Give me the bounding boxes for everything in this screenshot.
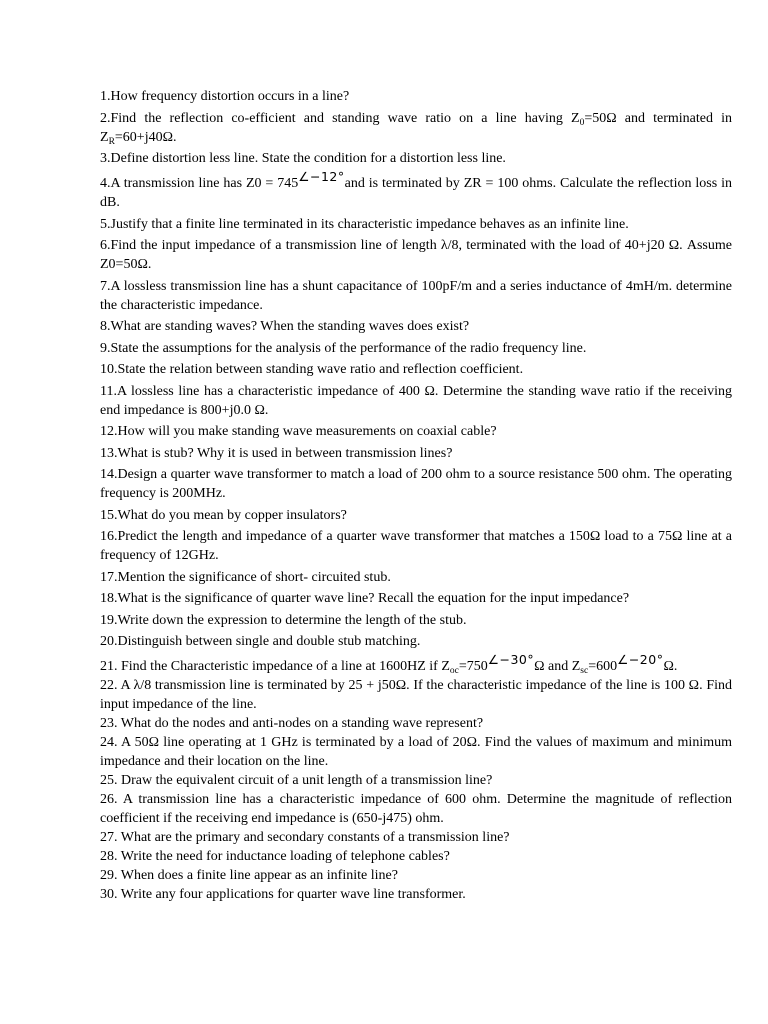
question-20: 20.Distinguish between single and double stub matching. bbox=[100, 634, 421, 649]
question-21: 21. Find the Characteristic impedance of a line at 1600HZ if $Z_{oc}=750\angle-30^\circ\Omega$ and $Z_{sc}=600\angle-20^\circ\Omega$. bbox=[100, 652, 678, 676]
question-24: 24. A 50Ω line operating at 1 GHz is terminated by a load of 20Ω. Find the values of maximum and minimum impedance and their location on the line. bbox=[100, 735, 732, 769]
question-11: 11.A lossless line has a characteristic impedance of 400 Ω. Determine the standing wave ratio if the receiving end impedance is 800+j0.0 Ω. bbox=[100, 383, 732, 418]
question-9: 9.State the assumptions for the analysis of the performance of the radio frequency line. bbox=[100, 340, 587, 356]
question-13: 13.What is stub? Why it is used in between transmission lines? bbox=[100, 445, 453, 461]
question-8: 8.What are standing waves? When the standing waves does exist? bbox=[100, 319, 470, 334]
question-19: 19.Write down the expression to determine the length of the stub. bbox=[100, 612, 467, 628]
question-6: 6.Find the input impedance of a transmission line of length λ/8, terminated with the load of 40+j20 Ω. Assume Z0=50Ω. bbox=[100, 238, 732, 272]
question-16: 16.Predict the length and impedance of a quarter wave transformer that matches a 150Ω load to a 75Ω line at a frequency of 12GHz. bbox=[100, 529, 732, 563]
question-23: 23. What do the nodes and anti-nodes on a standing wave represent? bbox=[100, 716, 484, 731]
question-12: 12.How will you make standing wave measurements on coaxial cable? bbox=[100, 424, 497, 439]
question-7: 7.A lossless transmission line has a shunt capacitance of 100pF/m and a series inductance of 4mH/m. determine the characteristic impedance. bbox=[100, 278, 732, 313]
angle-symbol: ∠−12° bbox=[298, 169, 345, 184]
question-25: 25. Draw the equivalent circuit of a unit length of a transmission line? bbox=[100, 773, 493, 788]
question-10: 10.State the relation between standing wave ratio and reflection coefficient. bbox=[100, 362, 524, 377]
subscript-sc: sc bbox=[580, 666, 589, 676]
question-2: 2.Find the reflection co-efficient and standing wave ratio on a line having $Z_0=50\Omega$ and terminated in $Z_R=60+j40\Omega$. bbox=[100, 110, 732, 147]
question-5: 5.Justify that a finite line terminated in its characteristic impedance behaves as an infinite line. bbox=[100, 216, 629, 232]
question-14: 14.Design a quarter wave transformer to match a load of 200 ohm to a source resistance 500 ohm. The operating frequency is 200MHz. bbox=[100, 467, 732, 501]
question-18: 18.What is the significance of quarter wave line? Recall the equation for the input impedance? bbox=[100, 591, 630, 606]
question-27: 27. What are the primary and secondary constants of a transmission line? bbox=[100, 830, 510, 845]
question-15: 15.What do you mean by copper insulators? bbox=[100, 507, 347, 523]
question-4: 4.A transmission line has Z0 = 745∠−12°and is terminated by ZR = 100 ohms. Calculate the reflection loss in dB. bbox=[100, 169, 732, 210]
subscript-0: 0 bbox=[579, 117, 585, 128]
question-29: 29. When does a finite line appear as an infinite line? bbox=[100, 868, 398, 883]
subscript-r: R bbox=[108, 136, 115, 147]
question-28: 28. Write the need for inductance loading of telephone cables? bbox=[100, 849, 450, 864]
subscript-oc: oc bbox=[449, 666, 459, 676]
question-22: 22. A λ/8 transmission line is terminated by 25 + j50Ω. If the characteristic impedance of the line is 100 Ω. Find input impedance of the line. bbox=[100, 678, 732, 712]
question-17: 17.Mention the significance of short- circuited stub. bbox=[100, 569, 391, 585]
question-1: 1.How frequency distortion occurs in a line? bbox=[100, 89, 350, 104]
angle-symbol: ∠−20° bbox=[617, 652, 664, 667]
question-3: 3.Define distortion less line. State the condition for a distortion less line. bbox=[100, 151, 506, 166]
question-30: 30. Write any four applications for quarter wave line transformer. bbox=[100, 887, 466, 902]
question-list bbox=[100, 87, 732, 904]
angle-symbol: ∠−30° bbox=[487, 652, 535, 667]
question-26: 26. A transmission line has a characteristic impedance of 600 ohm. Determine the magnitude of reflection coefficient if the receiving end impedance is (650-j475) ohm. bbox=[100, 792, 732, 826]
